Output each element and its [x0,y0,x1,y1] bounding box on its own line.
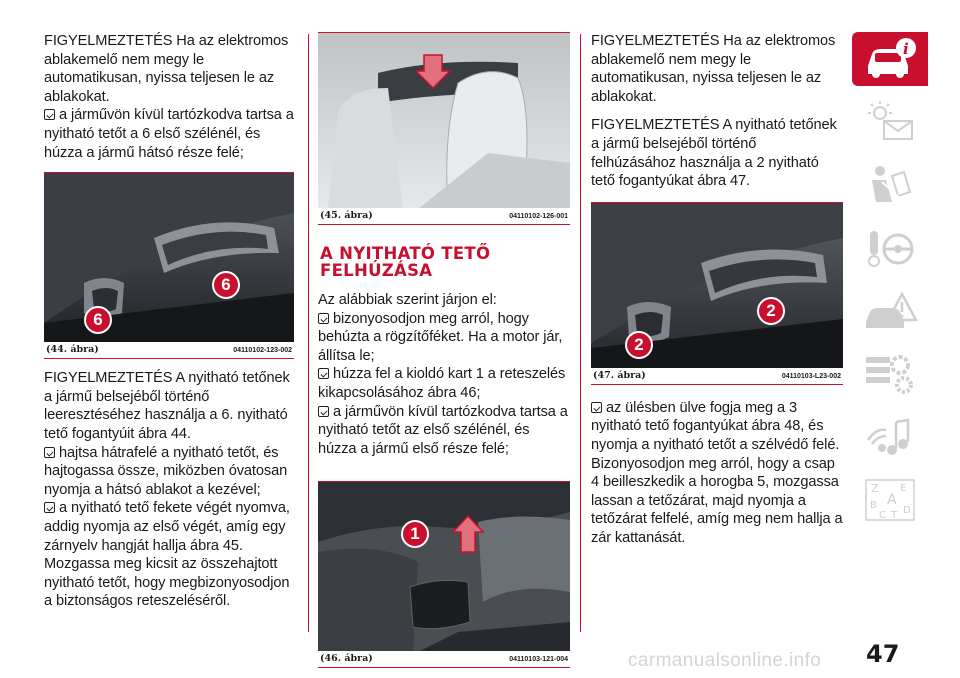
checkbox-bullet-icon [318,313,329,324]
figure-46 [318,481,570,651]
figure-45 [318,32,570,208]
figure-44 [44,172,294,342]
warning-text: FIGYELMEZTETÉS Ha az elektromos ablakemelő nem megy le automatikusan, nyissa teljesen le az ablakokat. [44,33,289,105]
figure-46-photo [318,482,570,651]
page-number: 47 [866,640,900,668]
figure-number: (47. ábra) [593,369,646,381]
intro-text: Az alábbiak szerint járjon el: [318,292,497,308]
instruction-step: a járművön kívül tartózkodva tartsa a nyitható tetőt a 6 első szélénél, és húzza a jármű hátsó része felé; [44,107,294,161]
checkbox-bullet-icon [44,447,55,458]
chapter-sidebar [852,32,928,536]
airbag-safety-icon [862,162,918,208]
tab-warning-lights[interactable] [852,95,928,149]
figure-46-caption [318,651,570,668]
svg-text:Z: Z [871,482,879,495]
figure-code: 04110102-123-002 [233,347,292,355]
checkbox-bullet-icon [591,402,602,413]
figure-45-caption [318,208,570,225]
svg-text:E: E [900,483,907,494]
key-steering-icon [862,225,918,271]
section-title: A NYITHATÓ TETŐ FELHÚZÁSA [320,244,491,280]
column-3 [591,32,843,548]
multimedia-icon [862,414,918,460]
tab-tools[interactable] [852,347,928,401]
svg-text:A: A [887,492,897,508]
svg-text:T: T [891,510,898,521]
watermark: carmanualsonline.info [628,650,822,671]
figure-number: (45. ábra) [320,210,373,221]
checkbox-bullet-icon [318,368,329,379]
instruction-step: hajtsa hátrafelé a nyitható tetőt, és hajtogassa össze, miközben óvatosan nyomja a hátsó ablakot a kezével; [44,444,288,498]
svg-text:D: D [903,505,911,516]
accident-icon [862,288,918,334]
instruction-step: bizonyosodjon meg arról, hogy behúzta a rögzítőféket. Ha a motor jár, állítsa le; [318,310,563,364]
tab-car-info[interactable] [852,32,928,86]
instruction-step: a nyitható tető fekete végét nyomva, addig nyomja az első végét, amíg egy zárnyelv hangját hallja ábra 45. Mozgassa meg kicsit az összehajtott nyitható tetőt, hogy megbizonyosodjon a biztonságos reteszeléséről. [44,500,290,610]
figure-number: (44. ábra) [46,344,99,356]
checkbox-bullet-icon [44,502,55,513]
instruction-step: az ülésben ülve fogja meg a 3 nyitható tető fogantyúkat ábra 48, és nyomja a nyitható tetőt a szélvédő felé. Bizonyosodjon meg arról, hogy a csap 4 beilleszkedik a horogba 5, mozgassa lassan a tetőzárat, majd nyomja a tetőzárat felfelé, amíg meg nem hallja a zár kattanását. [591,399,843,546]
tools-icon [862,351,918,397]
checkbox-bullet-icon [318,406,329,417]
callout-6: 6 [84,306,112,334]
column-1 [44,32,294,611]
callout-6: 6 [212,271,240,299]
callout-2: 2 [625,331,653,359]
svg-text:B: B [870,500,877,511]
figure-47 [591,202,843,368]
instruction-step: húzza fel a kioldó kart 1 a reteszelés kikapcsolásához ábra 46; [318,366,566,401]
figure-44-caption [44,342,294,359]
figure-44-photo [44,173,294,342]
car-info-icon [862,36,918,82]
figure-code: 04110103-121-004 [509,656,568,664]
warning-lights-icon [862,99,918,145]
svg-text:i: i [903,40,909,58]
tab-accident[interactable] [852,284,928,338]
tab-multimedia[interactable] [852,410,928,464]
figure-code: 04110103-L23-002 [781,372,841,380]
instruction-step: a járművön kívül tartózkodva tartsa a nyitható tetőt az első szélénél, és húzza a jármű első része felé; [318,403,568,457]
warning-text: FIGYELMEZTETÉS A nyitható tetőnek a jármű belsejéből történő felhúzásához használja a 2 nyitható tető fogantyúkat ábra 47. [591,117,837,190]
figure-number: (46. ábra) [320,653,373,665]
tab-key-steering[interactable] [852,221,928,275]
warning-text: FIGYELMEZTETÉS A nyitható tetőnek a jármű belsejéből történő leeresztéséhez használja a 6. nyitható tető fogantyúit ábra 44. [44,370,290,442]
figure-code: 04110102-126-001 [509,213,568,220]
tab-index[interactable] [852,473,928,527]
column-divider [308,34,309,632]
column-divider [580,34,581,632]
figure-45-photo [318,33,570,208]
checkbox-bullet-icon [44,109,55,120]
callout-2: 2 [757,297,785,325]
tab-airbag-safety[interactable] [852,158,928,212]
figure-47-caption [591,368,843,385]
column-2 [318,32,570,668]
callout-1: 1 [401,520,429,548]
warning-text: FIGYELMEZTETÉS Ha az elektromos ablakemelő nem megy le automatikusan, nyissa teljesen le az ablakokat. [591,33,836,105]
svg-text:C: C [879,510,886,521]
index-icon [862,477,918,523]
